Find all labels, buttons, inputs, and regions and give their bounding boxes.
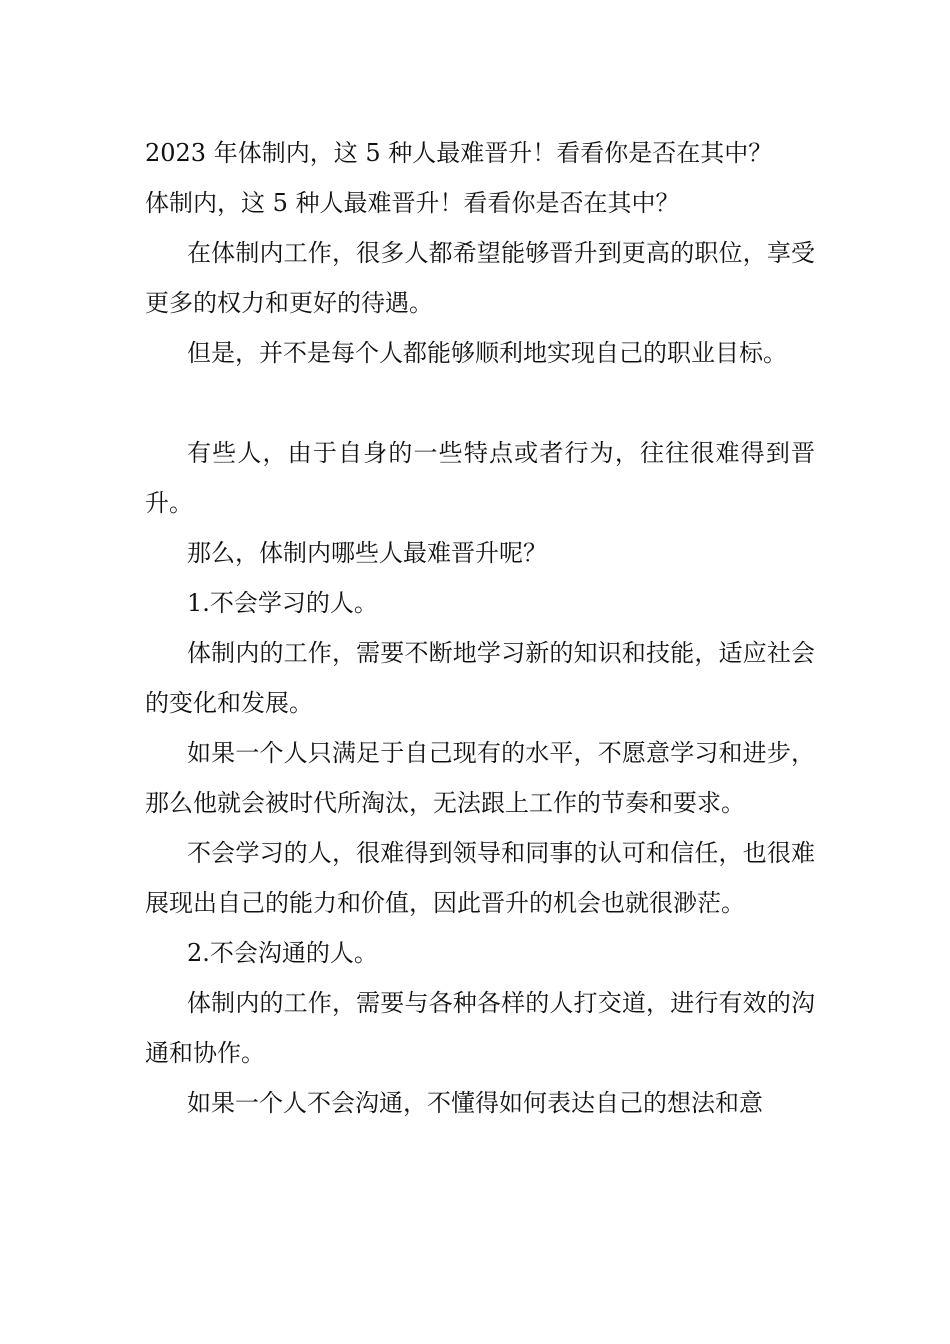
paragraph: 如果一个人只满足于自己现有的水平，不愿意学习和进步，那么他就会被时代所淘汰，无法跟上工作的节奏和要求。 [145,739,815,817]
document-subtitle: 体制内，这 5 种人最难晋升！看看你是否在其中？ [145,189,680,217]
paragraph: 那么，体制内哪些人最难晋升呢？ [187,539,547,567]
paragraph: 体制内的工作，需要不断地学习新的知识和技能，适应社会的变化和发展。 [145,639,815,717]
paragraph-spacer [145,378,815,428]
paragraph: 体制内的工作，需要与各种各样的人打交道，进行有效的沟通和协作。 [145,989,815,1067]
section-heading: 2.不会沟通的人。 [187,939,378,967]
paragraph: 不会学习的人，很难得到领导和同事的认可和信任，也很难展现出自己的能力和价值，因此晋升的机会也就很渺茫。 [145,839,815,917]
section-heading: 1.不会学习的人。 [187,589,378,617]
paragraph: 但是，并不是每个人都能够顺利地实现自己的职业目标。 [187,339,787,367]
paragraph: 如果一个人不会沟通，不懂得如何表达自己的想法和意 [187,1089,763,1117]
document-body [145,128,815,1128]
document-title: 2023 年体制内，这 5 种人最难晋升！看看你是否在其中？ [145,139,773,167]
paragraph: 在体制内工作，很多人都希望能够晋升到更高的职位，享受更多的权力和更好的待遇。 [145,239,815,317]
paragraph: 有些人，由于自身的一些特点或者行为，往往很难得到晋升。 [145,439,815,517]
